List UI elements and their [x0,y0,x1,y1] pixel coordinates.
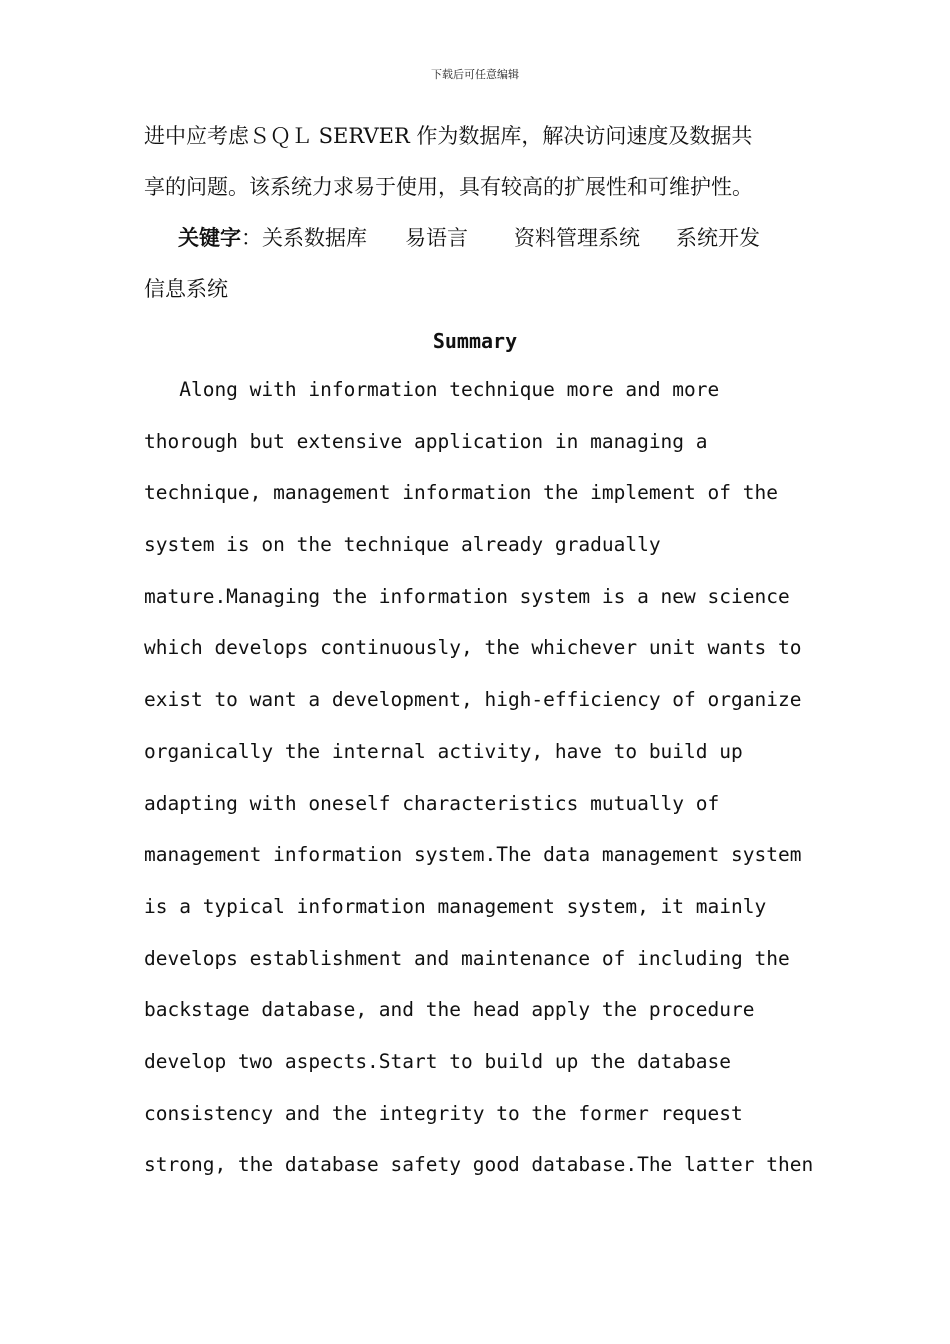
summary-line: develop two aspects.Start to build up the database [144,1049,731,1073]
summary-line: adapting with oneself characteristics mutually of [144,791,720,815]
summary-line: consistency and the integrity to the former request [144,1101,743,1125]
summary-line: is a typical information management system, it mainly [144,894,767,918]
keyword-item: 资料管理系统 [514,226,640,250]
summary-line: which develops continuously, the whichever unit wants to [144,636,802,660]
summary-line: exist to want a development, high-efficiency of organize [144,688,802,712]
summary-line: develops establishment and maintenance of including the [144,946,790,970]
abstract-line: 进中应考虑ＳＱＬ SERVER 作为数据库，解决访问速度及数据共 [144,124,753,148]
keyword-item: 易语言 [405,226,468,250]
page-header: 下载后可任意编辑 [431,68,519,81]
keyword-item: 信息系统 [144,277,228,301]
summary-line: strong, the database safety good database.The latter then [144,1153,814,1177]
summary-line: mature.Managing the information system is a new science [144,584,790,608]
summary-body [144,373,824,1200]
summary-line: backstage database, and the head apply the procedure [144,998,755,1022]
summary-line: system is on the technique already gradually [144,533,661,557]
keywords-label: 关键字 [178,225,241,250]
summary-line: management information system.The data management system [144,843,802,867]
keywords-line [178,223,818,253]
summary-line: Along with information technique more and more [144,378,720,401]
abstract-line: 享的问题。该系统力求易于使用，具有较高的扩展性和可维护性。 [144,175,753,199]
keyword-item: 关系数据库 [262,226,367,250]
keyword-item: 系统开发 [676,226,760,250]
summary-line: organically the internal activity, have to build up [144,739,743,763]
keywords-separator: ： [241,226,262,250]
summary-line: thorough but extensive application in managing a [144,429,708,453]
summary-title: Summary [432,329,518,353]
summary-line: technique, management information the implement of the [144,481,778,505]
